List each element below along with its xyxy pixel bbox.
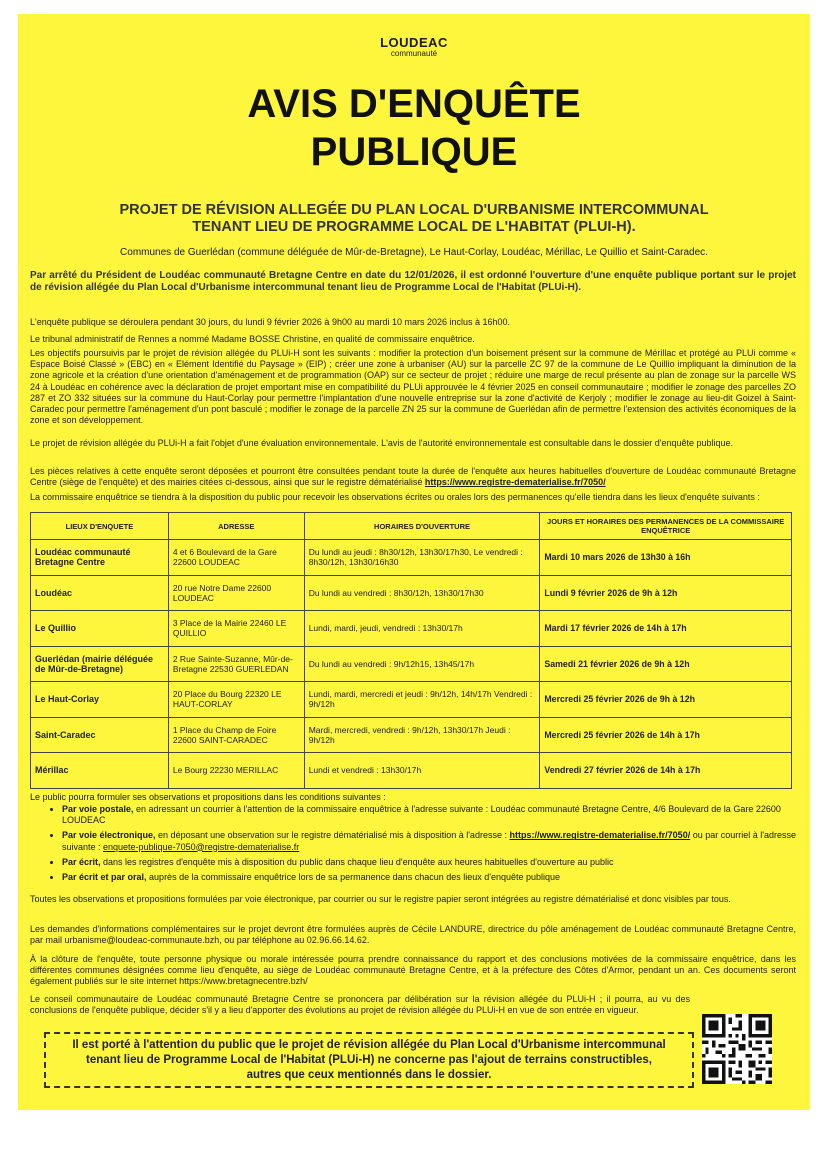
- table-row: [31, 682, 792, 718]
- cell-lieu: Loudéac: [31, 575, 169, 611]
- cell-horaires: Lundi et vendredi : 13h30/17h: [304, 753, 540, 789]
- notice-box: [44, 1032, 694, 1088]
- pieces-paragraph: [30, 466, 796, 488]
- cell-adresse: 20 rue Notre Dame 22600 LOUDEAC: [168, 575, 304, 611]
- cell-permanence: Lundi 9 février 2026 de 9h à 12h: [540, 575, 792, 611]
- table-row: [31, 575, 792, 611]
- cell-adresse: 20 Place du Bourg 22320 LE HAUT-CORLAY: [168, 682, 304, 718]
- qr-code-icon[interactable]: [702, 1014, 772, 1084]
- header-lieux: LIEUX D'ENQUETE: [31, 513, 169, 540]
- cell-lieu: Le Haut-Corlay: [31, 682, 169, 718]
- registre-link-2[interactable]: https://www.registre-dematerialise.fr/7050/: [509, 830, 691, 841]
- cell-horaires: Mardi, mercredi, vendredi : 9h/12h, 13h30/17h Jeudi : 9h/12h: [304, 717, 540, 753]
- table-row: [31, 611, 792, 647]
- subtitle-line1: PROJET DE RÉVISION ALLEGÉE DU PLAN LOCAL D'URBANISME INTERCOMMUNAL: [119, 202, 709, 218]
- cell-permanence: Mercredi 25 février 2026 de 9h à 12h: [540, 682, 792, 718]
- cell-lieu: Mérillac: [31, 753, 169, 789]
- project-subtitle: [48, 202, 780, 236]
- subtitle-line2: TENANT LIEU DE PROGRAMME LOCAL DE L'HABITAT (PLUI-H).: [192, 219, 636, 235]
- cell-adresse: Le Bourg 22230 MERILLAC: [168, 753, 304, 789]
- electronique-label: Par voie électronique,: [62, 830, 156, 841]
- cell-adresse: 2 Rue Sainte-Suzanne, Mûr-de-Bretagne 22530 GUERLEDAN: [168, 646, 304, 682]
- cell-lieu: Saint-Caradec: [31, 717, 169, 753]
- title-line1: AVIS D'ENQUÊTE: [247, 82, 581, 126]
- cloture-paragraph: À la clôture de l'enquête, toute personne physique ou morale intéressée pourra prendre connaissance du rapport et des conclusions motivées de la commissaire enquêtrice, dans les différentes communes désignées comme lieu d'enquête, au siège de Loudéac communauté Bretagne Centre, et à la préfecture des Côtes d'Armor, pendant un an. Ces documents seront également publiés sur le site internet https://www.bretagnecentre.bzh/: [30, 954, 796, 987]
- evaluation-paragraph: Le projet de révision allégée du PLUi-H a fait l'objet d'une évaluation environnementale. L'avis de l'autorité environnementale est consultable dans le dossier d'enquête publique.: [30, 438, 734, 448]
- tribunal-paragraph: Le tribunal administratif de Rennes a nommé Madame BOSSE Christine, en qualité de commissaire enquêtrice.: [30, 334, 475, 344]
- header-adresse: ADRESSE: [168, 513, 304, 540]
- cell-lieu: Guerlédan (mairie déléguée de Mûr-de-Bretagne): [31, 646, 169, 682]
- notice-line3: autres que ceux mentionnés dans le dossier.: [246, 1069, 492, 1081]
- list-item: [62, 857, 810, 868]
- list-item: [62, 804, 810, 826]
- list-item: [62, 872, 810, 883]
- notice-line1: Il est porté à l'attention du public que le projet de révision allégée du Plan Local d'Urbanisme intercommunal: [72, 1039, 666, 1051]
- cell-horaires: Du lundi au vendredi : 9h/12h15, 13h45/17h: [304, 646, 540, 682]
- cell-horaires: Lundi, mardi, jeudi, vendredi : 13h30/17h: [304, 611, 540, 647]
- conditions-intro: Le public pourra formuler ses observations et propositions dans les conditions suivantes :: [30, 792, 386, 802]
- table-header-row: [31, 513, 792, 540]
- oral-text: auprès de la commissaire enquêtrice lors de sa permanence dans chacun des lieux d'enquête publique: [146, 872, 561, 883]
- logo-line2: communauté: [390, 49, 438, 58]
- poster: [18, 14, 810, 1110]
- ecrit-label: Par écrit,: [62, 856, 101, 867]
- arrete-paragraph: Par arrêté du Président de Loudéac communauté Bretagne Centre en date du 12/01/2026, il est ordonné l'ouverture d'une enquête publique portant sur le projet de révision allégée du Plan Local d'Urbanisme intercommunal tenant lieu de Programme Local de l'Habitat (PLUi-H).: [30, 270, 796, 293]
- page-title: [18, 80, 810, 176]
- header-horaires: HORAIRES D'OUVERTURE: [304, 513, 540, 540]
- demandes-paragraph: Les demandes d'informations complémentaires sur le projet devront être formulées auprès de Cécile LANDURE, directrice du pôle aménagement de Loudéac communauté Bretagne Centre, par mail urbanisme@loudeac-communaute.bzh, ou par téléphone au 02.96.66.14.62.: [30, 924, 796, 946]
- electronique-text-2: ou par courriel à l'adresse suivante :: [62, 830, 796, 852]
- cell-horaires: Lundi, mardi, mercredi et jeudi : 9h/12h, 14h/17h Vendredi : 9h/12h: [304, 682, 540, 718]
- registre-link[interactable]: https://www.registre-dematerialise.fr/7050/: [424, 477, 606, 488]
- cell-adresse: 3 Place de la Mairie 22460 LE QUILLIO: [168, 611, 304, 647]
- objectifs-paragraph: Les objectifs poursuivis par le projet de révision allégée du PLUi-H sont les suivants : modifier la protection d'un boisement présent sur la commune de Mérillac et protégé au PLUi comme « Espace Boisé Classé » (EBC) en « Elément Identifié du Paysage » (EIP) ; créer une zone à urbaniser (AU) sur la parcelle ZC 97 de la commune de Le Quillio impliquant la diminution de la zone agricole et la création d'une orientation d'aménagement et de programmation (OAP) sur ce secteur de projet ; réduire une marge de recul présente au plan de zonage sur la parcelle WS 24 à Loudéac en cohérence avec la déclaration de projet emportant mise en compatibilité du PLUi approuvée le 4 février 2025 en conseil communautaire ; modifier le zonage des parcelles ZO 287 et ZO 332 situées sur la commune du Haut-Corlay pour permettre l'implantation d'une nouvelle entreprise sur la zone d'activité de Kerjoly ; modifier le zonage au lieu-dit Goizel à Saint-Caradec pour permettre l'aménagement d'un pont basculé ; modifier le zonage de la parcelle ZN 25 sur la commune de Guerlédan afin de permettre l'extension des activités économiques de la zone et son développement.: [30, 348, 796, 426]
- ecrit-text: dans les registres d'enquête mis à disposition du public dans chaque lieu d'enquête aux heures habituelles d'ouverture au public: [100, 856, 614, 867]
- cell-lieu: Le Quillio: [31, 611, 169, 647]
- cell-permanence: Vendredi 27 février 2026 de 14h à 17h: [540, 753, 792, 789]
- cell-adresse: 1 Place du Champ de Foire 22600 SAINT-CARADEC: [168, 717, 304, 753]
- title-line2: PUBLIQUE: [310, 130, 518, 174]
- list-item: [62, 830, 810, 852]
- schedule-table: [30, 512, 792, 789]
- commissaire-paragraph: La commissaire enquêtrice se tiendra à la disposition du public pour recevoir les observations écrites ou orales lors des permanences qu'elle tiendra dans les lieux d'enquête suivants :: [30, 492, 760, 502]
- email-link[interactable]: enquete-publique-7050@registre-dematerialise.fr: [103, 841, 300, 852]
- conditions-list: [48, 804, 810, 887]
- communes-list: Communes de Guerlédan (commune déléguée de Mûr-de-Bretagne), Le Haut-Corlay, Loudéac, Mérillac, Le Quillio et Saint-Caradec.: [120, 247, 708, 258]
- cell-permanence: Mardi 10 mars 2026 de 13h30 à 16h: [540, 540, 792, 576]
- cell-horaires: Du lundi au jeudi : 8h30/12h, 13h30/17h30, Le vendredi : 8h30/12h, 13h30/16h30: [304, 540, 540, 576]
- cell-permanence: Mardi 17 février 2026 de 14h à 17h: [540, 611, 792, 647]
- table-row: [31, 717, 792, 753]
- oral-label: Par écrit et par oral,: [62, 872, 147, 883]
- electronique-text: en déposant une observation sur le registre dématérialisé mis à disposition à l'adresse :: [155, 830, 510, 841]
- cell-horaires: Du lundi au vendredi : 8h30/12h, 13h30/17h30: [304, 575, 540, 611]
- table-row: [31, 753, 792, 789]
- logo-line1: LOUDEAC: [380, 35, 448, 50]
- table-row: [31, 646, 792, 682]
- duree-paragraph: L'enquête publique se déroulera pendant 30 jours, du lundi 9 février 2026 à 9h00 au mardi 10 mars 2026 inclus à 16h00.: [30, 317, 511, 327]
- conseil-paragraph: Le conseil communautaire de Loudéac communauté Bretagne Centre se prononcera par délibération sur la révision allégée du PLUi-H ; il pourra, au vu des conclusions de l'enquête publique, décider s'il y a lieu d'apporter des évolutions au projet de révision allégée du PLUi-H en vue de son entrée en vigueur.: [30, 994, 690, 1016]
- table-row: [31, 540, 792, 576]
- cell-lieu: Loudéac communauté Bretagne Centre: [31, 540, 169, 576]
- postale-label: Par voie postale,: [62, 804, 134, 814]
- cell-permanence: Samedi 21 février 2026 de 9h à 12h: [540, 646, 792, 682]
- pieces-text: Les pièces relatives à cette enquête seront déposées et pourront être consultées pendant toute la durée de l'enquête aux heures habituelles d'ouverture de Loudéac communauté Bretagne Centre (siège de l'enquête) et des mairies citées ci-dessous, ainsi que sur le registre dématérialisé: [30, 466, 796, 488]
- cell-adresse: 4 et 6 Boulevard de la Gare 22600 LOUDEAC: [168, 540, 304, 576]
- loudeac-logo: [18, 36, 810, 58]
- postale-text: en adressant un courrier à l'attention de la commissaire enquêtrice à l'adresse suivante : Loudéac communauté Bretagne Centre, 4/6 Boulevard de la Gare 22600 LOUDEAC: [62, 804, 781, 826]
- toutes-paragraph: Toutes les observations et propositions formulées par voie électronique, par courrier ou sur le registre papier seront intégrées au registre dématérialisé et donc visibles par tous.: [30, 894, 731, 904]
- notice-line2: tenant lieu de Programme Local de l'Habitat (PLUi-H) ne concerne pas l'ajout de terrains constructibles,: [86, 1054, 652, 1066]
- cell-permanence: Mercredi 25 février 2026 de 14h à 17h: [540, 717, 792, 753]
- header-permanences: JOURS ET HORAIRES DES PERMANENCES DE LA COMMISSAIRE ENQUÊTRICE: [540, 513, 792, 540]
